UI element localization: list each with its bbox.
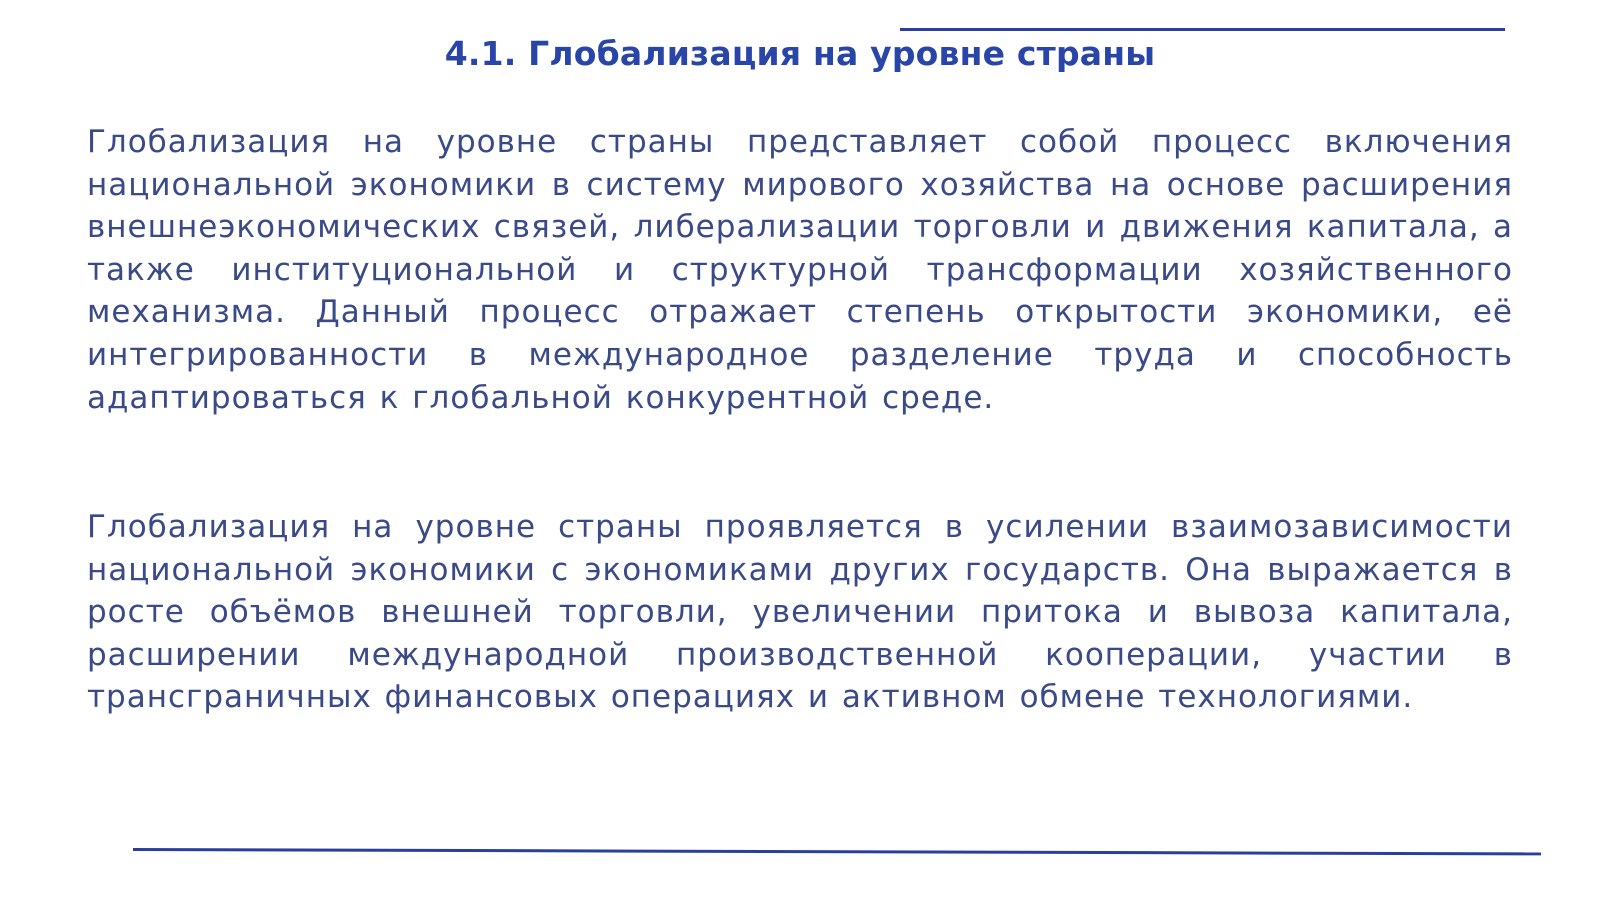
body-paragraph-1: Глобализация на уровне страны представляет собой процесс включения национальной экономики в систему мирового хозяйства на основе расширения внешнеэкономических связей, либерализации торговли и движения капитала, а также институциональной и структурной трансформации хозяйственного механизма. Данный процесс отражает степень открытости экономики, её интегрированности в международное разделение труда и способность адаптироваться к глобальной конкурентной среде. (87, 124, 1513, 416)
bottom-divider-line (133, 848, 1541, 855)
body-paragraph-2: Глобализация на уровне страны проявляется в усилении взаимозависимости национальной экономики с экономиками других государств. Она выражается в росте объёмов внешней торговли, увеличении притока и вывоза капитала, расширении международной производственной кооперации, участии в трансграничных финансовых операциях и активном обмене технологиями. (87, 509, 1513, 716)
top-divider-line (900, 28, 1505, 31)
slide-title: 4.1. Глобализация на уровне страны (444, 34, 1156, 73)
